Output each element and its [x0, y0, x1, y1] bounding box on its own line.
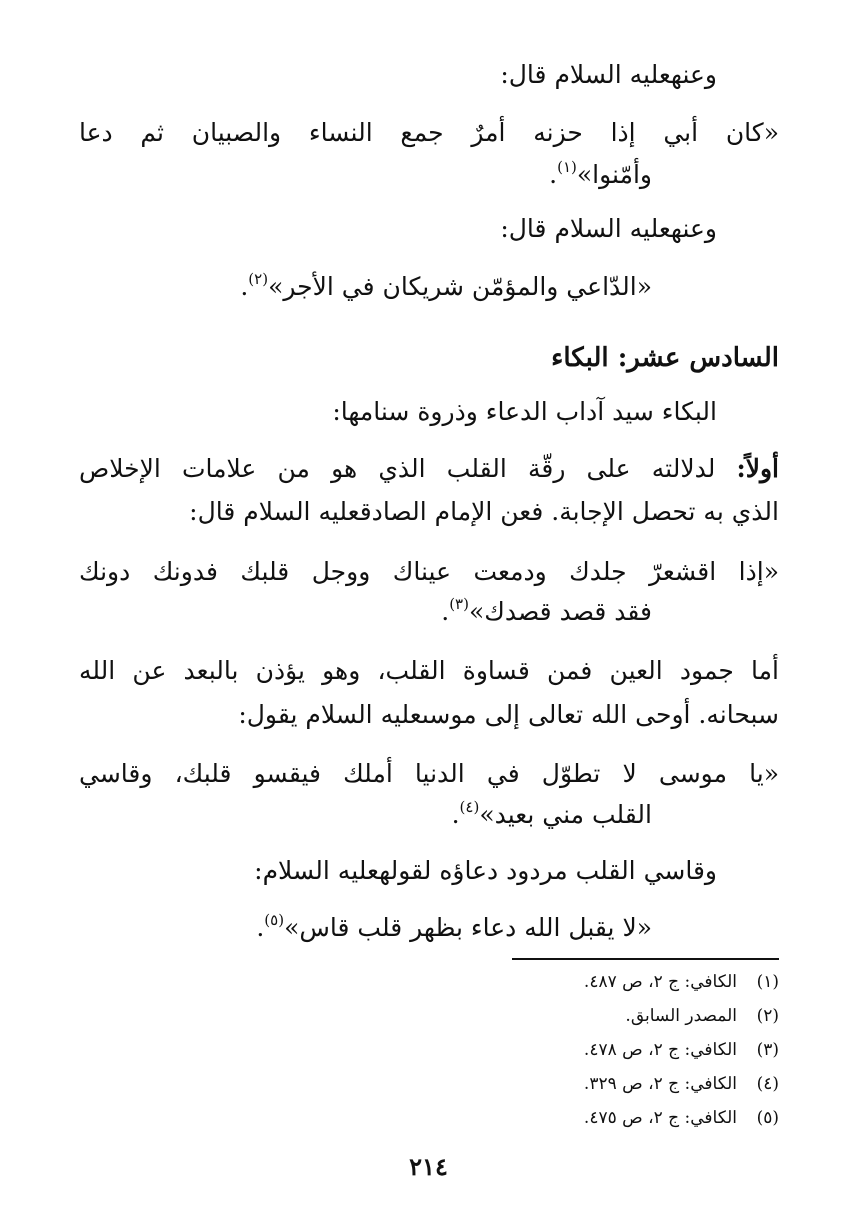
quote-4-line-2: القلب مني بعيد»$^{(٤)}$.: [451, 797, 652, 829]
quote-2: «الدّاعي والمؤمّن شريكان في الأجر»$^{(٢)}$.: [240, 269, 652, 301]
footnote-divider: [512, 958, 779, 960]
footnote-ref-3[interactable]: (٣): [449, 594, 469, 613]
intro-line: البكاء سيد آداب الدعاء وذروة سنامها:: [332, 397, 717, 426]
quote-5: «لا يقبل الله دعاء بظهر قلب قاس»$^{(٥)}$.: [256, 910, 652, 942]
para-2-line-2: سبحانه. أوحى الله تعالى إلى موسىعليه السلام يقول:: [238, 700, 779, 729]
qasi-line: وقاسي القلب مردود دعاؤه لقولهعليه السلام:: [254, 856, 717, 885]
section-heading: السادس عشر: البكاء: [551, 343, 779, 373]
quote-3-line-2: فقد قصد قصدك»$^{(٣)}$.: [441, 594, 652, 626]
footnote-3: (٣)الكافي: ج ٢، ص ٤٧٨.: [583, 1040, 779, 1060]
quote-1-line-1: «كان أبي إذا حزنه أمرٌ جمع النساء والصبيان ثم دعا: [79, 118, 779, 147]
footnote-5: (٥)الكافي: ج ٢، ص ٤٧٥.: [583, 1108, 779, 1128]
footnote-ref-1[interactable]: (١): [557, 157, 577, 176]
footnote-1: (١)الكافي: ج ٢، ص ٤٨٧.: [583, 972, 779, 992]
narration-line-1: وعنهعليه السلام قال:: [500, 60, 717, 89]
footnote-4: (٤)الكافي: ج ٢، ص ٣٢٩.: [583, 1074, 779, 1094]
quote-1-line-2: وأمّنوا»$^{(١)}$.: [549, 157, 652, 189]
narration-line-2: وعنهعليه السلام قال:: [500, 214, 717, 243]
para-2-line-1: أما جمود العين فمن قساوة القلب، وهو يؤذن بالبعد عن الله: [79, 656, 779, 685]
para-1-lead: أولاً:: [736, 454, 779, 483]
quote-4-line-1: «يا موسى لا تطوّل في الدنيا أملك فيقسو قلبك، وقاسي: [79, 759, 779, 788]
footnote-ref-5[interactable]: (٥): [264, 910, 285, 929]
footnote-ref-4[interactable]: (٤): [459, 797, 480, 816]
footnote-2: (٢)المصدر السابق.: [625, 1006, 779, 1026]
page-number: ٢١٤: [409, 1152, 448, 1181]
para-1-line-2: الذي به تحصل الإجابة. فعن الإمام الصادقعليه السلام قال:: [189, 497, 779, 526]
footnote-ref-2[interactable]: (٢): [248, 269, 269, 288]
quote-3-line-1: «إذا اقشعرّ جلدك ودمعت عيناك ووجل قلبك فدونك دونك: [79, 557, 779, 586]
para-1-line-1: أولاً: لدلالته على رقّة القلب الذي هو من علامات الإخلاص: [79, 454, 779, 483]
